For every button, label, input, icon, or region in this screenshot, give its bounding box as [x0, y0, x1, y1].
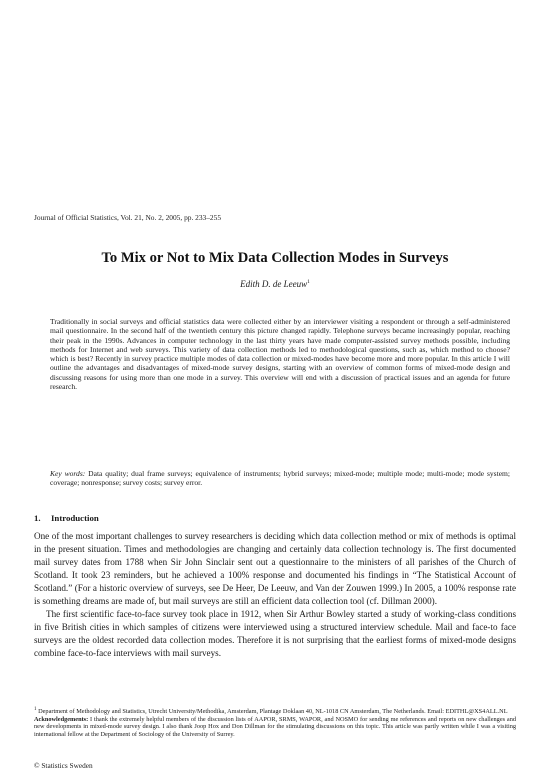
article-title: To Mix or Not to Mix Data Collection Modes in Surveys [101, 250, 449, 266]
author-name: Edith D. de Leeuw [240, 279, 308, 289]
author-line [0, 279, 550, 289]
footnote-acknowledgements [34, 716, 516, 739]
section-number: 1. [34, 513, 41, 523]
footnote-affiliation [34, 706, 516, 716]
section-title: Introduction [51, 513, 99, 523]
keywords [50, 469, 510, 488]
keywords-text: Data quality; dual frame surveys; equivalence of instruments; hybrid surveys; mixed-mode; multiple mode; multi-mode; mode system; coverage; nonresponse; survey costs; survey error. [50, 469, 511, 488]
author-footnote-mark: 1 [307, 279, 310, 285]
body-text [34, 530, 516, 660]
acknowledgements-text: I thank the extremely helpful members of the discussion lists of AAPOR, SRMS, WAPOR, and NOSMO for sending me references and reports on new challenges and new developments in mixed-mode survey design. I also thank Joop Hox and Don Dillman for the stimulating discussions on this topic. This article was partly written while I was a visiting international fellow at the Department of Sociology of the University of Surrey. [34, 715, 516, 739]
footnote-mark: 1 [34, 707, 37, 712]
journal-citation: Journal of Official Statistics, Vol. 21, No. 2, 2005, pp. 233–255 [34, 213, 222, 222]
acknowledgements-label: Acknowledgements: [34, 715, 89, 723]
keywords-label: Key words: [50, 469, 86, 478]
abstract: Traditionally in social surveys and official statistics data were collected either by an interviewer visiting a respondent or through a self-administered mail questionnaire. In the second half of the twentieth century this picture changed rapidly. Telephone surveys became increasingly popular, reaching their peak in the 1990s. Advances in computer technology in the last thirty years have made computer-assisted survey methods possible, including methods for Internet and web surveys. This variety of data collection methods led to methodological questions, such as, which method to choose? which is best? Recently in survey practice multiple modes of data collection or mixed-modes have become more and more popular. In this article I will outline the advantages and disadvantages of mixed-mode survey designs, starting with an overview of common forms of mixed-mode design and discussing reasons for using more than one mode in a survey. This overview will end with a discussion of practical issues and an agenda for future research. [50, 317, 510, 392]
copyright: © Statistics Sweden [34, 761, 93, 770]
section-heading [34, 513, 99, 523]
body-paragraph: One of the most important challenges to survey researchers is deciding which data collection method or mix of methods is optimal in the present situation. Times and methodologies are changing and certainly data collection technology is. The first documented mail survey dates from 1788 when Sir John Sinclair sent out a questionnaire to the ministers of all parishes of the Church of Scotland. It took 23 reminders, but he achieved a 100% response and documented his findings in “The Statistical Account of Scotland.” (For a historic overview of surveys, see De Heer, De Leeuw, and Van der Zouwen 1999.) In 2005, a 100% response rate is something dreams are made of, but mail surveys are still an efficient data collection tool (cf. Dillman 2000). [34, 531, 516, 606]
footnote-affiliation-text: Department of Methodology and Statistics, Utrecht University/Methodika, Amsterdam, Plantage Doklaan 40, NL-1018 CN Amsterdam, The Netherlands. Email: EDITHL@XS4ALL.NL [36, 708, 508, 715]
body-paragraph: The first scientific face-to-face survey took place in 1912, when Sir Arthur Bowley started a study of working-class conditions in five British cities in which samples of citizens were interviewed using a structured interview schedule. Mail and face-to face surveys are the oldest recorded data collection modes. Therefore it is not surprising that the earliest forms of mixed-mode designs combine face-to-face interviews with mail surveys. [34, 609, 516, 658]
footnote [34, 706, 516, 739]
